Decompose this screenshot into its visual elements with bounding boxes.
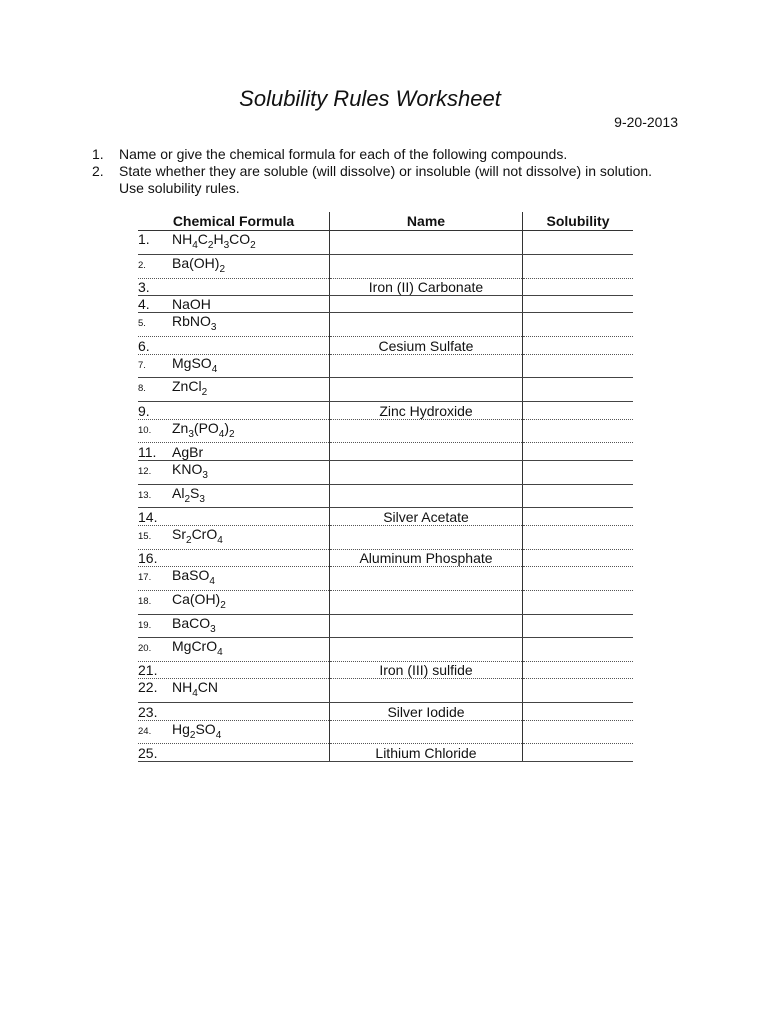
table-row — [138, 525, 633, 549]
row-number: 20. — [138, 643, 152, 655]
formula-cell — [138, 662, 330, 679]
solubility-cell — [523, 566, 634, 590]
table-row — [138, 590, 633, 614]
table-row — [138, 443, 633, 460]
formula-cell — [138, 508, 330, 525]
chemical-formula: MgCrO$_4$ — [172, 638, 223, 659]
name-cell — [330, 254, 523, 278]
row-number: 6. — [138, 337, 150, 354]
formula-cell — [138, 231, 330, 255]
solubility-cell — [523, 402, 634, 419]
chemical-formula: $Sr_2CrO_4$ — [172, 525, 223, 546]
solubility-cell — [523, 254, 634, 278]
name-cell: Cesium Sulfate — [330, 337, 523, 354]
table-row — [138, 278, 633, 295]
table-row — [138, 638, 633, 662]
table-row — [138, 402, 633, 419]
solubility-cell — [523, 337, 634, 354]
formula-cell — [138, 590, 330, 614]
solubility-cell — [523, 443, 634, 460]
row-number: 19. — [138, 619, 152, 631]
formula-cell — [138, 720, 330, 744]
worksheet-title: Solubility Rules Worksheet — [239, 86, 501, 111]
row-number: 22. — [138, 679, 158, 696]
row-number: 18. — [138, 595, 152, 607]
row-number: 23. — [138, 703, 158, 720]
table-row — [138, 508, 633, 525]
name-cell — [330, 566, 523, 590]
table-row — [138, 460, 633, 484]
chemical-formula: NaOH — [172, 296, 211, 313]
solubility-cell — [523, 703, 634, 720]
name-cell — [330, 614, 523, 638]
formula-cell — [138, 744, 330, 761]
row-number: 21. — [138, 662, 158, 679]
instruction-item — [92, 163, 662, 197]
name-cell — [330, 720, 523, 744]
chemical-formula: $Hg_2SO_4$ — [172, 720, 222, 741]
formula-cell — [138, 278, 330, 295]
table-body — [138, 231, 633, 762]
solubility-cell — [523, 484, 634, 508]
row-number: 3. — [138, 278, 150, 295]
table-row — [138, 484, 633, 508]
row-number: 17. — [138, 571, 152, 583]
solubility-cell — [523, 720, 634, 744]
instruction-number: 1. — [92, 146, 104, 162]
header-chemical-formula: Chemical Formula — [138, 212, 330, 231]
name-cell — [330, 313, 523, 337]
name-cell — [330, 590, 523, 614]
solubility-cell — [523, 508, 634, 525]
formula-cell — [138, 638, 330, 662]
name-cell — [330, 354, 523, 378]
row-number: 11. — [138, 443, 157, 460]
row-number: 2. — [138, 259, 146, 271]
table-row — [138, 378, 633, 402]
name-cell — [330, 443, 523, 460]
row-number: 15. — [138, 530, 152, 542]
chemical-formula: MgSO$_4$ — [172, 354, 218, 375]
chemical-formula: $NH_4C_2H_3CO_2$ — [172, 231, 256, 251]
row-number: 12. — [138, 465, 152, 477]
chemical-formula: RbNO$_3$ — [172, 313, 217, 334]
solubility-cell — [523, 460, 634, 484]
name-cell — [330, 484, 523, 508]
formula-cell — [138, 679, 330, 703]
solubility-cell — [523, 313, 634, 337]
table-row — [138, 549, 633, 566]
formula-cell — [138, 484, 330, 508]
name-cell — [330, 460, 523, 484]
name-cell: Silver Acetate — [330, 508, 523, 525]
table-row — [138, 566, 633, 590]
formula-cell — [138, 402, 330, 419]
formula-cell — [138, 313, 330, 337]
chemical-formula: $Ca(OH)_2$ — [172, 590, 226, 611]
formula-cell — [138, 525, 330, 549]
solubility-cell — [523, 525, 634, 549]
instructions-list — [92, 146, 662, 197]
row-number: 24. — [138, 725, 152, 737]
solubility-cell — [523, 662, 634, 679]
table-row — [138, 744, 633, 761]
name-cell: Lithium Chloride — [330, 744, 523, 761]
worksheet-table — [138, 212, 633, 762]
table-row — [138, 662, 633, 679]
table-row — [138, 614, 633, 638]
solubility-cell — [523, 278, 634, 295]
row-number: 5. — [138, 318, 146, 330]
name-cell — [330, 525, 523, 549]
table-header-row — [138, 212, 633, 231]
row-number: 4. — [138, 296, 150, 313]
chemical-formula: $Zn_3(PO_4)_2$ — [172, 419, 235, 440]
chemical-formula: BaSO$_4$ — [172, 566, 215, 587]
table-row — [138, 679, 633, 703]
worksheet-date: 9-20-2013 — [614, 114, 678, 130]
name-cell: Iron (II) Carbonate — [330, 278, 523, 295]
row-number: 10. — [138, 424, 152, 436]
name-cell — [330, 679, 523, 703]
table-row — [138, 337, 633, 354]
row-number: 1. — [138, 231, 150, 247]
formula-cell — [138, 549, 330, 566]
chemical-formula: $Ba(OH)_2$ — [172, 254, 226, 275]
header-name: Name — [330, 212, 523, 231]
table-row — [138, 313, 633, 337]
name-cell — [330, 419, 523, 443]
chemical-formula: $Al_2S_3$ — [172, 484, 205, 505]
chemical-formula: $KNO_3$ — [172, 460, 208, 481]
solubility-cell — [523, 744, 634, 761]
instruction-item — [92, 146, 662, 163]
row-number: 25. — [138, 744, 158, 761]
name-cell: Silver Iodide — [330, 703, 523, 720]
solubility-cell — [523, 231, 634, 255]
solubility-cell — [523, 614, 634, 638]
formula-cell — [138, 337, 330, 354]
table-row — [138, 419, 633, 443]
formula-cell — [138, 460, 330, 484]
solubility-cell — [523, 419, 634, 443]
formula-cell — [138, 566, 330, 590]
solubility-cell — [523, 679, 634, 703]
solubility-cell — [523, 295, 634, 312]
name-cell: Iron (III) sulfide — [330, 662, 523, 679]
row-number: 9. — [138, 402, 150, 419]
solubility-cell — [523, 354, 634, 378]
table-row — [138, 231, 633, 255]
formula-cell — [138, 354, 330, 378]
formula-cell — [138, 419, 330, 443]
solubility-cell — [523, 549, 634, 566]
solubility-cell — [523, 590, 634, 614]
formula-cell — [138, 378, 330, 402]
formula-cell — [138, 443, 330, 460]
formula-cell — [138, 254, 330, 278]
instruction-text: State whether they are soluble (will dissolve) or insoluble (will not dissolve) in solution. Use solubility rules. — [119, 163, 653, 196]
name-cell: Aluminum Phosphate — [330, 549, 523, 566]
chemical-formula: $NH_4CN$ — [172, 679, 219, 700]
row-number: 13. — [138, 489, 152, 501]
instruction-number: 2. — [92, 163, 104, 179]
name-cell — [330, 378, 523, 402]
row-number: 7. — [138, 359, 146, 371]
formula-cell — [138, 703, 330, 720]
chemical-formula: ZnCl$_2$ — [172, 378, 208, 399]
chemical-formula: BaCO$_3$ — [172, 614, 216, 635]
row-number: 8. — [138, 383, 146, 395]
name-cell — [330, 638, 523, 662]
table-row — [138, 254, 633, 278]
solubility-cell — [523, 638, 634, 662]
table-row — [138, 295, 633, 312]
solubility-cell — [523, 378, 634, 402]
row-number: 14. — [138, 508, 158, 525]
header-solubility: Solubility — [523, 212, 634, 231]
row-number: 16. — [138, 549, 158, 566]
name-cell — [330, 231, 523, 255]
formula-cell — [138, 614, 330, 638]
table-row — [138, 354, 633, 378]
table-row — [138, 720, 633, 744]
name-cell: Zinc Hydroxide — [330, 402, 523, 419]
instruction-text: Name or give the chemical formula for each of the following compounds. — [119, 146, 568, 162]
table-row — [138, 703, 633, 720]
name-cell — [330, 295, 523, 312]
formula-cell — [138, 295, 330, 312]
chemical-formula: AgBr — [172, 443, 204, 460]
